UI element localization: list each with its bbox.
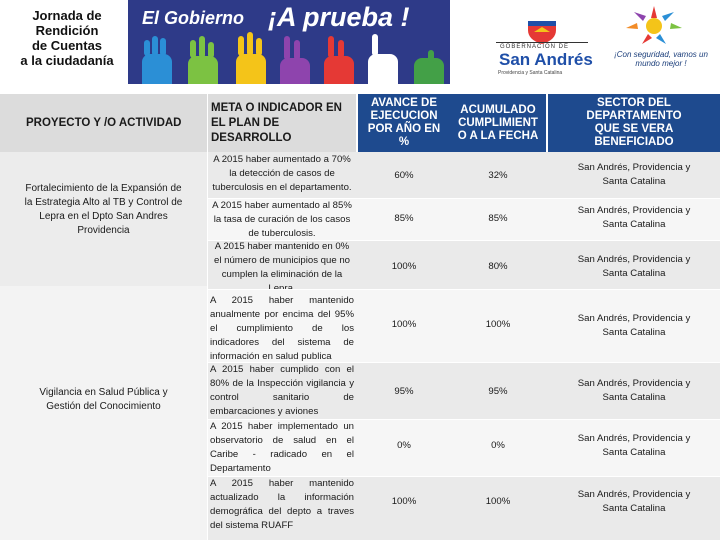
acumulado-value: 100% bbox=[485, 496, 511, 507]
finger-icon bbox=[160, 38, 166, 56]
header-proyecto: PROYECTO Y /O ACTIVIDAD bbox=[0, 94, 207, 152]
header-avance-line: AVANCE DE bbox=[370, 97, 437, 109]
table-row bbox=[208, 290, 720, 362]
gobierno-text: El Gobierno bbox=[142, 8, 245, 28]
table-row bbox=[208, 241, 720, 289]
table-row bbox=[208, 199, 720, 240]
acumulado-value: 85% bbox=[488, 213, 508, 224]
meta-cell bbox=[208, 420, 356, 476]
meta-cell bbox=[208, 199, 356, 241]
finger-icon bbox=[152, 36, 158, 56]
meta-line: A 2015 haber cumplido con el bbox=[210, 364, 354, 375]
project-cell bbox=[0, 386, 207, 414]
hand-icon bbox=[188, 56, 218, 84]
meta-line: la tasa de curación de los casos bbox=[213, 214, 351, 225]
meta-line: indicadores del sistema de bbox=[210, 337, 354, 348]
finger-icon bbox=[294, 40, 300, 60]
meta-line: información en salud publica bbox=[210, 351, 332, 362]
rendicion-de-cuentas-logo bbox=[8, 8, 126, 80]
header-sector-line: SECTOR DEL bbox=[597, 97, 671, 109]
finger-icon bbox=[256, 38, 262, 56]
header-sector-line: DEPARTAMENTO bbox=[586, 110, 682, 122]
finger-icon bbox=[328, 36, 334, 58]
meta-line: Caribe - radicado en el bbox=[210, 449, 354, 460]
header-avance-line: EJECUCION bbox=[370, 110, 438, 122]
project-line: la Estrategia Alto al TB y Control de bbox=[24, 197, 183, 208]
sector-line: Santa Catalina bbox=[602, 392, 666, 403]
project-line: Fortalecimiento de la Expansión de bbox=[25, 183, 182, 194]
avance-value: 95% bbox=[394, 386, 414, 397]
sector-cell bbox=[548, 204, 720, 232]
acumulado-value: 100% bbox=[485, 319, 511, 330]
avance-value: 0% bbox=[397, 440, 411, 451]
meta-cell bbox=[208, 363, 356, 419]
project-line: Providencia bbox=[77, 225, 130, 236]
meta-line: A 2015 haber mantenido bbox=[210, 295, 354, 306]
meta-line: A 2015 haber aumentado al 85% bbox=[212, 200, 352, 211]
finger-icon bbox=[144, 40, 150, 56]
header-acumulado bbox=[450, 94, 546, 152]
acumulado-value: 32% bbox=[488, 170, 508, 181]
table-row bbox=[208, 420, 720, 476]
hand-icon bbox=[236, 54, 266, 84]
sector-line: Santa Catalina bbox=[602, 268, 666, 279]
avance-value: 100% bbox=[391, 319, 417, 330]
sector-cell bbox=[548, 488, 720, 516]
gobierno-a-prueba-banner bbox=[128, 0, 450, 84]
finger-icon bbox=[372, 34, 378, 56]
sector-line: Santa Catalina bbox=[602, 503, 666, 514]
rendicion-line: a la ciudadanía bbox=[20, 53, 114, 68]
sector-cell bbox=[548, 253, 720, 281]
finger-icon bbox=[428, 50, 434, 64]
meta-cell bbox=[208, 294, 356, 364]
meta-line: de tuberculosis. bbox=[248, 228, 316, 239]
project-line: Gestión del Conocimiento bbox=[46, 401, 161, 412]
gobernacion-label: GOBERNACIÓN DE bbox=[500, 44, 570, 50]
header-acumulado-line: CUMPLIMIENT bbox=[458, 116, 538, 129]
meta-line: actualizado la información bbox=[210, 492, 354, 503]
rendicion-line: Rendición bbox=[35, 23, 99, 38]
gobernacion-subtitle: Providencia y Santa Catalina bbox=[498, 70, 563, 76]
meta-line: del sistema RUAFF bbox=[210, 520, 294, 531]
sector-line: San Andrés, Providencia y bbox=[577, 254, 691, 265]
acumulado-value: 0% bbox=[491, 440, 505, 451]
avance-value: 100% bbox=[391, 261, 417, 272]
header-acumulado-line: ACUMULADO bbox=[460, 103, 536, 116]
header-avance-line: % bbox=[398, 136, 410, 148]
a-prueba-text: ¡A prueba ! bbox=[268, 2, 410, 32]
hand-icon bbox=[324, 56, 354, 84]
sector-line: San Andrés, Providencia y bbox=[577, 489, 691, 500]
header-sector bbox=[548, 94, 720, 152]
sector-line: Santa Catalina bbox=[602, 327, 666, 338]
meta-line: el cumplimiento de los bbox=[210, 323, 354, 334]
header-meta-line: EL PLAN DE bbox=[211, 116, 280, 129]
meta-line: Departamento bbox=[210, 463, 271, 474]
gobernacion-divider bbox=[496, 42, 588, 43]
finger-icon bbox=[199, 36, 205, 58]
meta-line: anualmente por encima del 95% bbox=[210, 309, 354, 320]
sector-cell bbox=[548, 161, 720, 189]
sun-logo-icon bbox=[622, 4, 686, 48]
header-banner bbox=[0, 0, 720, 92]
sector-cell bbox=[548, 432, 720, 460]
table-row bbox=[208, 477, 720, 540]
sector-line: Santa Catalina bbox=[602, 447, 666, 458]
meta-line: 80% de la Inspección vigilancia y bbox=[210, 378, 354, 389]
header-sector-line: BENEFICIADO bbox=[594, 136, 674, 148]
sector-line: Santa Catalina bbox=[602, 219, 666, 230]
meta-line: tuberculosis en el departamento. bbox=[212, 182, 352, 193]
avance-value: 85% bbox=[394, 213, 414, 224]
acumulado-value: 95% bbox=[488, 386, 508, 397]
meta-line: el número de municipios que no bbox=[214, 255, 350, 266]
sector-line: San Andrés, Providencia y bbox=[577, 205, 691, 216]
meta-line: A 2015 haber mantenido bbox=[210, 478, 354, 489]
sector-line: Santa Catalina bbox=[602, 176, 666, 187]
header-avance-line: POR AÑO EN bbox=[367, 123, 441, 135]
avance-value: 60% bbox=[394, 170, 414, 181]
header-meta-line: META O INDICADOR EN bbox=[211, 101, 342, 114]
finger-icon bbox=[338, 40, 344, 58]
meta-line: la detección de casos de bbox=[229, 168, 335, 179]
table-row bbox=[208, 363, 720, 419]
gobernacion-name: San Andrés bbox=[499, 50, 593, 69]
finger-icon bbox=[238, 36, 244, 56]
gobernacion-slogan: ¡Con seguridad, vamos un mundo mejor ! bbox=[614, 50, 708, 68]
table-row bbox=[208, 152, 720, 198]
meta-line: A 2015 haber mantenido en 0% bbox=[214, 241, 350, 252]
finger-icon bbox=[284, 36, 290, 60]
project-line: Lepra en el Dpto San Andres bbox=[39, 211, 168, 222]
hand-icon bbox=[280, 58, 310, 84]
header-meta bbox=[208, 94, 356, 152]
avance-value: 100% bbox=[391, 496, 417, 507]
hand-icon bbox=[368, 54, 398, 84]
hand-icon bbox=[142, 54, 172, 84]
sector-line: San Andrés, Providencia y bbox=[577, 313, 691, 324]
meta-cell bbox=[208, 477, 356, 533]
rendicion-line: Jornada de bbox=[32, 8, 102, 23]
sector-line: San Andrés, Providencia y bbox=[577, 378, 691, 389]
finger-icon bbox=[190, 40, 196, 58]
finger-icon bbox=[247, 32, 253, 56]
project-cell bbox=[0, 182, 207, 238]
meta-line: embarcaciones y aviones bbox=[210, 406, 319, 417]
sector-line: San Andrés, Providencia y bbox=[577, 433, 691, 444]
header-sector-line: QUE SE VERA bbox=[594, 123, 674, 135]
rendicion-line: de Cuentas bbox=[31, 38, 103, 53]
finger-icon bbox=[208, 42, 214, 58]
sector-cell bbox=[548, 377, 720, 405]
header-meta-line: DESARROLLO bbox=[211, 131, 292, 144]
meta-line: A 2015 haber aumentado a 70% bbox=[213, 154, 351, 165]
meta-line: cumplen la eliminación de la bbox=[221, 269, 343, 280]
meta-cell bbox=[208, 240, 356, 296]
project-line: Vigilancia en Salud Pública y bbox=[39, 387, 168, 398]
meta-line: A 2015 haber implementado un bbox=[210, 421, 354, 432]
meta-line: control sanitario de bbox=[210, 392, 354, 403]
meta-line: observatorio de salud en el bbox=[210, 435, 354, 446]
sector-line: San Andrés, Providencia y bbox=[577, 162, 691, 173]
header-acumulado-line: O A LA FECHA bbox=[457, 129, 539, 142]
sector-cell bbox=[548, 312, 720, 340]
header-avance bbox=[358, 94, 450, 152]
acumulado-value: 80% bbox=[488, 261, 508, 272]
meta-line: demográfica del depto a traves bbox=[210, 506, 354, 517]
meta-cell bbox=[208, 153, 356, 195]
